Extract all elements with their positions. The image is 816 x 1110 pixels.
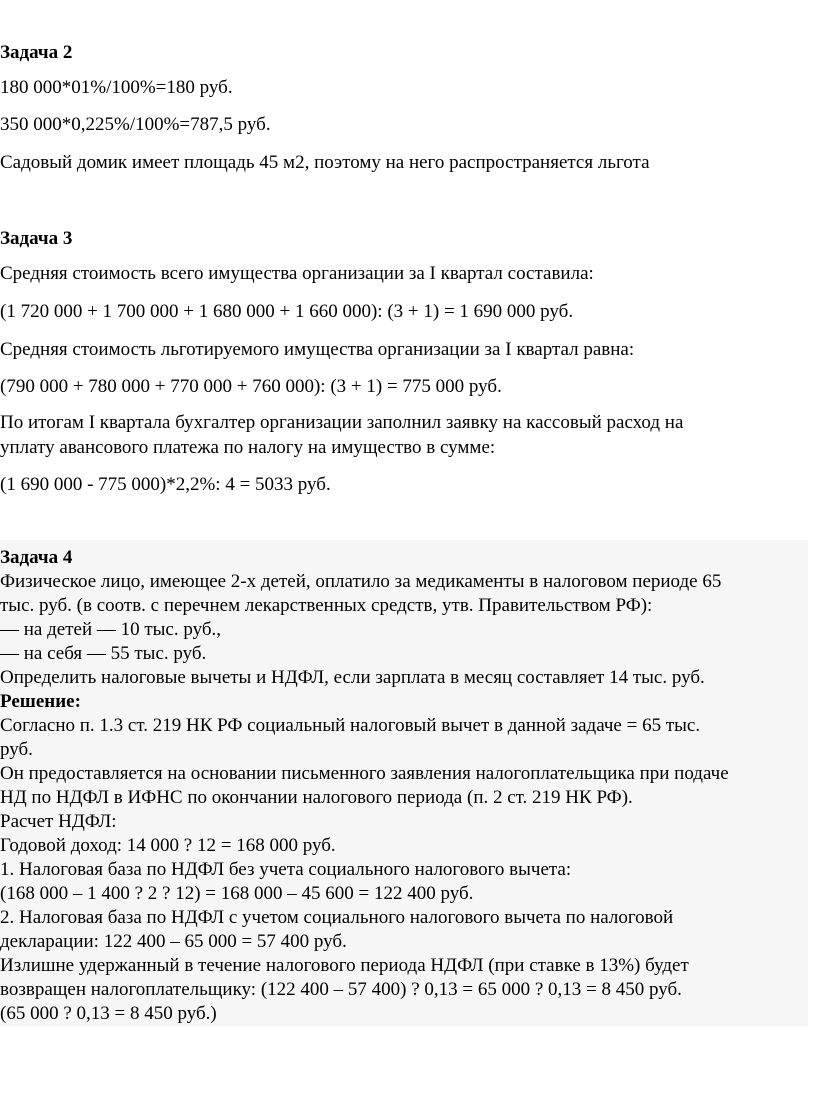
task3-line-1: Средняя стоимость всего имущества организации за I квартал составила: [0, 263, 594, 284]
task3-line-2: (1 720 000 + 1 700 000 + 1 680 000 + 1 660 000): (3 + 1) = 1 690 000 руб. [0, 301, 574, 322]
task4-solution-8: (168 000 – 1 400 ? 2 ? 12) = 168 000 – 45 600 = 122 400 руб. [0, 883, 474, 904]
task4-condition-3: — на детей — 10 тыс. руб., [0, 619, 222, 640]
task4-solution-12: возвращен налогоплательщику: (122 400 – 57 400) ? 0,13 = 65 000 ? 0,13 = 8 450 руб. [0, 979, 682, 1000]
task4-solution-6: Годовой доход: 14 000 ? 12 = 168 000 руб. [0, 835, 336, 856]
task4-solution-1: Согласно п. 1.3 ст. 219 НК РФ социальный налоговый вычет в данной задаче = 65 тыс. [0, 715, 701, 736]
task2-line-2: 350 000*0,225%/100%=787,5 руб. [0, 114, 271, 135]
task4-solution-9: 2. Налоговая база по НДФЛ с учетом социального налогового вычета по налоговой [0, 907, 674, 928]
task3-line-4: (790 000 + 780 000 + 770 000 + 760 000): (3 + 1) = 775 000 руб. [0, 376, 502, 397]
task4-solution-10: декларации: 122 400 – 65 000 = 57 400 руб. [0, 931, 347, 952]
task2-title: Задача 2 [0, 42, 73, 63]
task4-solution-3: Он предоставляется на основании письменного заявления налогоплательщика при подаче [0, 763, 729, 784]
task4-block [0, 540, 808, 1026]
task4-condition-2: тыс. руб. (в соотв. с перечнем лекарственных средств, утв. Правительством РФ): [0, 595, 653, 616]
task4-title: Задача 4 [0, 547, 73, 568]
task2-line-1: 180 000*01%/100%=180 руб. [0, 77, 233, 98]
task3-line-3: Средняя стоимость льготируемого имущества организации за I квартал равна: [0, 339, 635, 360]
task3-line-6: уплату авансового платежа по налогу на имущество в сумме: [0, 437, 496, 458]
task4-solution-7: 1. Налоговая база по НДФЛ без учета социального налогового вычета: [0, 859, 572, 880]
task3-line-7: (1 690 000 - 775 000)*2,2%: 4 = 5033 руб. [0, 474, 331, 495]
task4-solution-5: Расчет НДФЛ: [0, 811, 117, 832]
task4-condition-5: Определить налоговые вычеты и НДФЛ, если зарплата в месяц составляет 14 тыс. руб. [0, 667, 705, 688]
task4-solution-13: (65 000 ? 0,13 = 8 450 руб.) [0, 1003, 217, 1024]
task4-solution-4: НД по НДФЛ в ИФНС по окончании налогового периода (п. 2 ст. 219 НК РФ). [0, 787, 633, 808]
task2-line-3: Садовый домик имеет площадь 45 м2, поэтому на него распространяется льгота [0, 152, 650, 173]
task4-solution-2: руб. [0, 739, 33, 760]
task3-line-5: По итогам I квартала бухгалтер организации заполнил заявку на кассовый расход на [0, 412, 684, 433]
task4-condition-4: — на себя — 55 тыс. руб. [0, 643, 207, 664]
task4-solution-title: Решение: [0, 691, 81, 712]
task4-condition-1: Физическое лицо, имеющее 2-х детей, оплатило за медикаменты в налоговом периоде 65 [0, 571, 722, 592]
task3-title: Задача 3 [0, 228, 73, 249]
task4-solution-11: Излишне удержанный в течение налогового периода НДФЛ (при ставке в 13%) будет [0, 955, 689, 976]
